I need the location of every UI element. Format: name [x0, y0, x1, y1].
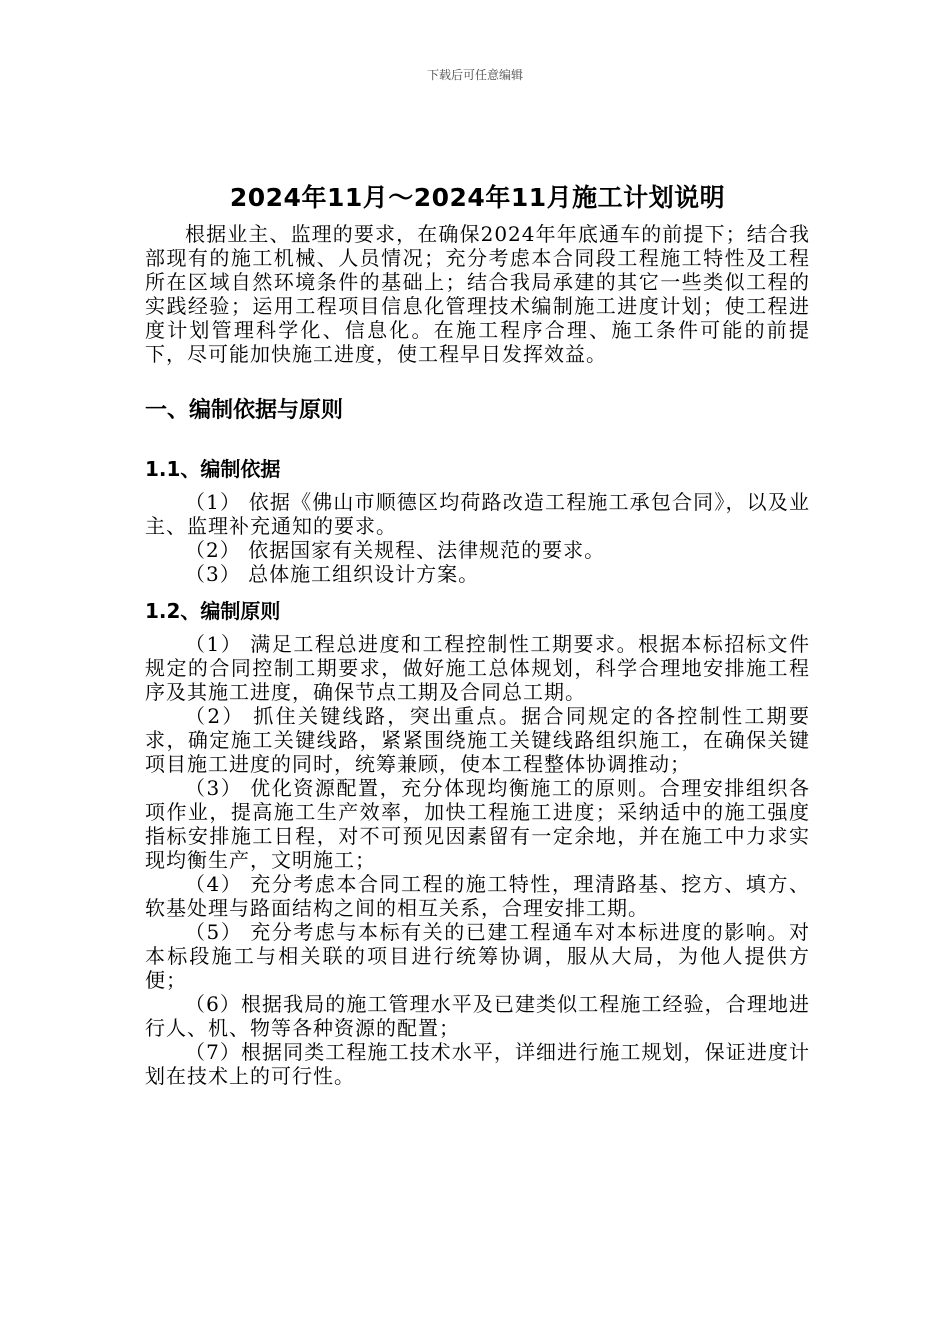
basis-item: [145, 538, 810, 562]
intro-paragraph: 根据业主、监理的要求，在确保2024年年底通车的前提下；结合我部现有的施工机械、人员情况；充分考虑本合同段工程施工特性及工程所在区域自然环境条件的基础上；结合我局承建的其它一些类似工程的实践经验；运用工程项目信息化管理技术编制施工进度计划；使工程进度计划管理科学化、信息化。在施工程序合理、施工条件可能的前提下，尽可能加快施工进度，使工程早日发挥效益。: [145, 222, 810, 366]
section-heading-basis-principles: 一、编制依据与原则: [145, 398, 344, 423]
item-number: （6）: [185, 992, 241, 1016]
item-text: 优化资源配置，充分体现均衡施工的原则。合理安排组织各项作业，提高施工生产效率，加快工程施工进度；采纳适中的施工强度指标安排施工日程，对不可预见因素留有一定余地，并在施工中力求实现均衡生产，文明施工；: [145, 776, 810, 872]
item-number: （2）: [185, 538, 241, 562]
item-text: 根据我局的施工管理水平及已建类似工程施工经验，合理地进行人、机、物等各种资源的配置；: [145, 992, 810, 1040]
principle-item: [145, 992, 810, 1040]
document-title: 2024年11月～2024年11月施工计划说明: [229, 183, 726, 212]
item-text: 充分考虑本合同工程的施工特性，理清路基、挖方、填方、软基处理与路面结构之间的相互关系，合理安排工期。: [145, 872, 810, 920]
item-text: 依据《佛山市顺德区均荷路改造工程施工承包合同》，以及业主、监理补充通知的要求。: [145, 490, 810, 538]
principle-item: [145, 1040, 810, 1088]
item-number: （3）: [185, 776, 243, 800]
item-text: 充分考虑与本标有关的已建工程通车对本标进度的影响。对本标段施工与相关联的项目进行统筹协调，服从大局，为他人提供方便；: [145, 920, 810, 992]
header-note: 下载后可任意编辑: [426, 68, 523, 82]
item-text: 依据国家有关规程、法律规范的要求。: [240, 538, 606, 562]
item-number: （4）: [185, 872, 243, 896]
item-text: 总体施工组织设计方案。: [240, 562, 480, 586]
principle-item: [145, 632, 810, 704]
principle-item: [145, 776, 810, 872]
document-body: [145, 178, 810, 1088]
item-text: 满足工程总进度和工程控制性工期要求。根据本标招标文件规定的合同控制工期要求，做好施工总体规划，科学合理地安排施工程序及其施工进度，确保节点工期及合同总工期。: [145, 632, 810, 704]
principle-item: [145, 872, 810, 920]
subsection-heading-principles: 1.2、编制原则: [145, 599, 281, 623]
item-number: （3）: [185, 562, 241, 586]
item-number: （1）: [185, 632, 243, 656]
principle-item: [145, 704, 810, 776]
item-number: （2）: [185, 704, 245, 728]
subsection-heading-basis: 1.1、编制依据: [145, 457, 281, 481]
item-text: 抓住关键线路，突出重点。据合同规定的各控制性工期要求，确定施工关键线路，紧紧围绕施工关键线路组织施工，在确保关键项目施工进度的同时，统筹兼顾，使本工程整体协调推动；: [145, 704, 810, 776]
principle-item: [145, 920, 810, 992]
item-number: （5）: [185, 920, 243, 944]
item-text: 根据同类工程施工技术水平，详细进行施工规划，保证进度计划在技术上的可行性。: [145, 1040, 810, 1088]
basis-item: [145, 490, 810, 538]
item-number: （1）: [185, 490, 242, 514]
item-number: （7）: [185, 1040, 241, 1064]
basis-item: [145, 562, 810, 586]
